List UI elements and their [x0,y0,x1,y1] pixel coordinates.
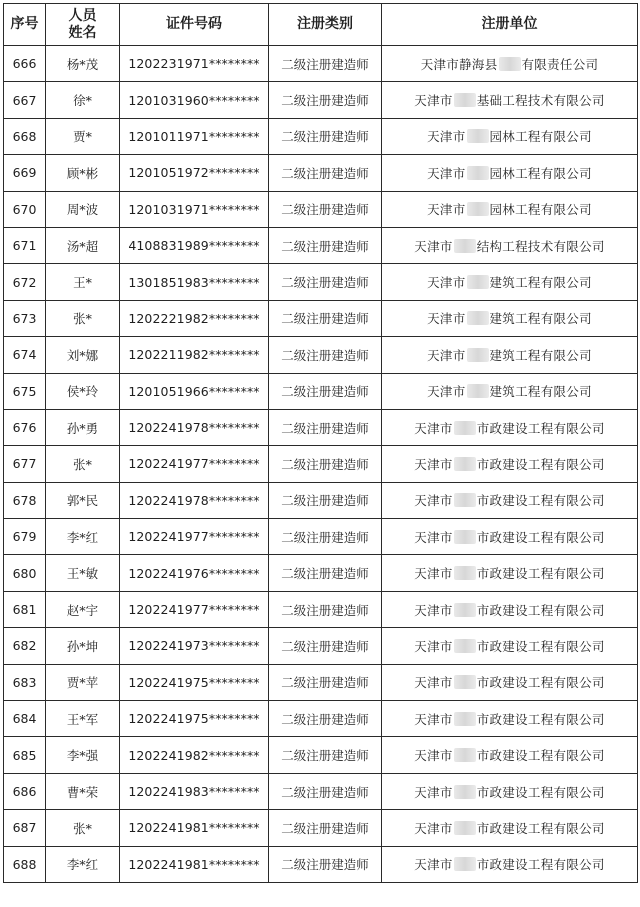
row-registration-unit [382,118,638,154]
row-id-number: 1202231971******** [120,46,269,82]
row-registration-unit [382,846,638,882]
row-name: 王* [46,264,120,300]
row-seq: 675 [4,373,46,409]
row-id-number: 1202241975******** [120,664,269,700]
unit-prefix: 天津市 [414,493,453,509]
row-seq: 669 [4,155,46,191]
row-registration-unit [382,628,638,664]
table-row [4,664,638,700]
table-body [4,46,638,883]
table-row [4,337,638,373]
row-id-number: 1201051972******** [120,155,269,191]
table-header [4,4,638,46]
unit-suffix: 建筑工程有限公司 [489,347,592,363]
row-registration-unit [382,773,638,809]
table-row [4,701,638,737]
unit-prefix: 天津市 [414,784,453,800]
table-row [4,300,638,336]
row-registration-unit [382,737,638,773]
table-row [4,373,638,409]
table-row [4,46,638,82]
unit-prefix: 天津市 [414,711,453,727]
unit-prefix: 天津市 [427,202,466,218]
row-seq: 668 [4,118,46,154]
row-id-number: 1202241978******** [120,482,269,518]
unit-suffix: 园林工程有限公司 [489,202,592,218]
row-registration-unit [382,227,638,263]
row-name: 王*敏 [46,555,120,591]
unit-prefix: 天津市 [427,165,466,181]
unit-suffix: 市政建设工程有限公司 [476,857,605,873]
row-registration-unit [382,337,638,373]
unit-suffix: 建筑工程有限公司 [489,275,592,291]
row-name: 李*红 [46,846,120,882]
row-name: 顾*彬 [46,155,120,191]
row-id-number: 1202241978******** [120,409,269,445]
row-name: 张* [46,810,120,846]
row-registration-type: 二级注册建造师 [269,482,382,518]
unit-prefix: 天津市 [414,748,453,764]
table-row [4,773,638,809]
row-registration-unit [382,810,638,846]
row-registration-type: 二级注册建造师 [269,118,382,154]
row-name: 王*军 [46,701,120,737]
row-id-number: 1202241976******** [120,555,269,591]
unit-suffix: 建筑工程有限公司 [489,311,592,327]
row-seq: 673 [4,300,46,336]
unit-suffix: 市政建设工程有限公司 [476,784,605,800]
row-seq: 678 [4,482,46,518]
row-seq: 682 [4,628,46,664]
row-name: 贾* [46,118,120,154]
table-row [4,555,638,591]
row-registration-unit [382,264,638,300]
row-registration-type: 二级注册建造师 [269,446,382,482]
unit-prefix: 天津市 [414,238,453,254]
row-registration-type: 二级注册建造师 [269,337,382,373]
unit-prefix: 天津市 [427,311,466,327]
row-registration-unit [382,519,638,555]
row-name: 李*强 [46,737,120,773]
row-seq: 674 [4,337,46,373]
row-registration-unit [382,701,638,737]
redaction-blur [467,202,489,216]
registration-table [3,3,638,883]
header-row [4,4,638,46]
row-seq: 671 [4,227,46,263]
row-id-number: 1201011971******** [120,118,269,154]
row-name: 孙*坤 [46,628,120,664]
table-row [4,810,638,846]
unit-suffix: 市政建设工程有限公司 [476,420,605,436]
row-id-number: 1202241977******** [120,519,269,555]
unit-suffix: 市政建设工程有限公司 [476,602,605,618]
row-registration-type: 二级注册建造师 [269,664,382,700]
row-registration-unit [382,482,638,518]
row-id-number: 1202241977******** [120,591,269,627]
row-name: 张* [46,446,120,482]
row-id-number: 1201051966******** [120,373,269,409]
row-name: 曹*荣 [46,773,120,809]
row-id-number: 1202241981******** [120,846,269,882]
unit-prefix: 天津市 [427,384,466,400]
row-id-number: 1202241975******** [120,701,269,737]
row-registration-unit [382,300,638,336]
header-name-line2: 姓名 [68,24,97,41]
redaction-blur [467,384,489,398]
redaction-blur [467,311,489,325]
redaction-blur [454,712,476,726]
row-name: 赵*宇 [46,591,120,627]
redaction-blur [467,166,489,180]
unit-suffix: 市政建设工程有限公司 [476,675,605,691]
unit-prefix: 天津市 [414,420,453,436]
unit-prefix: 天津市 [414,456,453,472]
row-seq: 677 [4,446,46,482]
unit-suffix: 市政建设工程有限公司 [476,820,605,836]
row-registration-type: 二级注册建造师 [269,409,382,445]
redaction-blur [454,675,476,689]
unit-prefix: 天津市 [414,602,453,618]
unit-prefix: 天津市 [414,638,453,654]
row-seq: 672 [4,264,46,300]
row-registration-type: 二级注册建造师 [269,737,382,773]
redaction-blur [454,421,476,435]
table-row [4,446,638,482]
row-registration-type: 二级注册建造师 [269,810,382,846]
row-name: 徐* [46,82,120,118]
row-registration-unit [382,591,638,627]
row-name: 李*红 [46,519,120,555]
row-seq: 667 [4,82,46,118]
redaction-blur [454,603,476,617]
unit-prefix: 天津市 [414,566,453,582]
row-name: 郭*民 [46,482,120,518]
row-id-number: 1202221982******** [120,300,269,336]
unit-prefix: 天津市 [414,820,453,836]
unit-suffix: 市政建设工程有限公司 [476,456,605,472]
row-name: 汤*超 [46,227,120,263]
row-registration-type: 二级注册建造师 [269,264,382,300]
row-seq: 685 [4,737,46,773]
redaction-blur [454,93,476,107]
header-unit: 注册单位 [382,4,638,46]
row-seq: 670 [4,191,46,227]
row-id-number: 1301851983******** [120,264,269,300]
unit-suffix: 市政建设工程有限公司 [476,748,605,764]
table-row [4,264,638,300]
row-registration-type: 二级注册建造师 [269,519,382,555]
unit-prefix: 天津市 [427,129,466,145]
row-id-number: 1201031960******** [120,82,269,118]
unit-suffix: 市政建设工程有限公司 [476,711,605,727]
header-name [46,4,120,46]
header-type: 注册类别 [269,4,382,46]
row-id-number: 1202241983******** [120,773,269,809]
row-registration-type: 二级注册建造师 [269,82,382,118]
row-registration-type: 二级注册建造师 [269,628,382,664]
row-id-number: 1202241973******** [120,628,269,664]
row-registration-type: 二级注册建造师 [269,46,382,82]
row-registration-type: 二级注册建造师 [269,191,382,227]
table-row [4,737,638,773]
row-registration-unit [382,191,638,227]
redaction-blur [454,530,476,544]
row-seq: 684 [4,701,46,737]
table-row [4,155,638,191]
row-id-number: 1202241981******** [120,810,269,846]
row-name: 杨*茂 [46,46,120,82]
row-name: 贾*苹 [46,664,120,700]
redaction-blur [454,457,476,471]
unit-suffix: 市政建设工程有限公司 [476,566,605,582]
unit-suffix: 市政建设工程有限公司 [476,529,605,545]
header-seq: 序号 [4,4,46,46]
redaction-blur [454,566,476,580]
table-row [4,409,638,445]
row-registration-unit [382,555,638,591]
redaction-blur [467,129,489,143]
row-name: 孙*勇 [46,409,120,445]
row-name: 侯*玲 [46,373,120,409]
row-seq: 680 [4,555,46,591]
header-name-line1: 人员 [68,7,97,24]
unit-suffix: 园林工程有限公司 [489,129,592,145]
row-seq: 676 [4,409,46,445]
row-registration-type: 二级注册建造师 [269,773,382,809]
unit-prefix: 天津市 [414,675,453,691]
row-registration-unit [382,373,638,409]
row-seq: 688 [4,846,46,882]
table-row [4,191,638,227]
table-row [4,846,638,882]
redaction-blur [454,748,476,762]
unit-prefix: 天津市 [427,275,466,291]
redaction-blur [454,239,476,253]
row-seq: 686 [4,773,46,809]
unit-suffix: 结构工程技术有限公司 [476,238,605,254]
row-registration-unit [382,664,638,700]
unit-suffix: 基础工程技术有限公司 [476,93,605,109]
unit-suffix: 建筑工程有限公司 [489,384,592,400]
row-seq: 681 [4,591,46,627]
table-row [4,519,638,555]
row-registration-type: 二级注册建造师 [269,846,382,882]
row-name: 张* [46,300,120,336]
table-row [4,118,638,154]
registration-list-sheet [3,3,637,900]
redaction-blur [467,348,489,362]
row-registration-type: 二级注册建造师 [269,591,382,627]
unit-prefix: 天津市 [414,93,453,109]
row-seq: 687 [4,810,46,846]
row-registration-type: 二级注册建造师 [269,155,382,191]
unit-suffix: 市政建设工程有限公司 [476,638,605,654]
row-seq: 679 [4,519,46,555]
row-registration-type: 二级注册建造师 [269,701,382,737]
unit-suffix: 有限责任公司 [521,56,599,72]
redaction-blur [454,493,476,507]
unit-prefix: 天津市 [414,529,453,545]
row-id-number: 4108831989******** [120,227,269,263]
redaction-blur [499,57,521,71]
row-id-number: 1201031971******** [120,191,269,227]
row-id-number: 1202211982******** [120,337,269,373]
unit-prefix: 天津市 [414,857,453,873]
table-row [4,82,638,118]
row-registration-unit [382,82,638,118]
redaction-blur [454,785,476,799]
row-registration-unit [382,155,638,191]
table-row [4,482,638,518]
redaction-blur [454,857,476,871]
row-registration-unit [382,409,638,445]
row-name: 周*波 [46,191,120,227]
table-row [4,628,638,664]
row-registration-type: 二级注册建造师 [269,555,382,591]
row-name: 刘*娜 [46,337,120,373]
row-id-number: 1202241977******** [120,446,269,482]
redaction-blur [454,639,476,653]
row-registration-type: 二级注册建造师 [269,227,382,263]
unit-suffix: 园林工程有限公司 [489,165,592,181]
row-registration-type: 二级注册建造师 [269,300,382,336]
row-registration-unit [382,46,638,82]
header-id: 证件号码 [120,4,269,46]
row-seq: 666 [4,46,46,82]
table-row [4,227,638,263]
table-row [4,591,638,627]
unit-suffix: 市政建设工程有限公司 [476,493,605,509]
row-registration-unit [382,446,638,482]
redaction-blur [467,275,489,289]
unit-prefix: 天津市 [427,347,466,363]
redaction-blur [454,821,476,835]
row-registration-type: 二级注册建造师 [269,373,382,409]
row-id-number: 1202241982******** [120,737,269,773]
unit-prefix: 天津市静海县 [420,56,498,72]
row-seq: 683 [4,664,46,700]
